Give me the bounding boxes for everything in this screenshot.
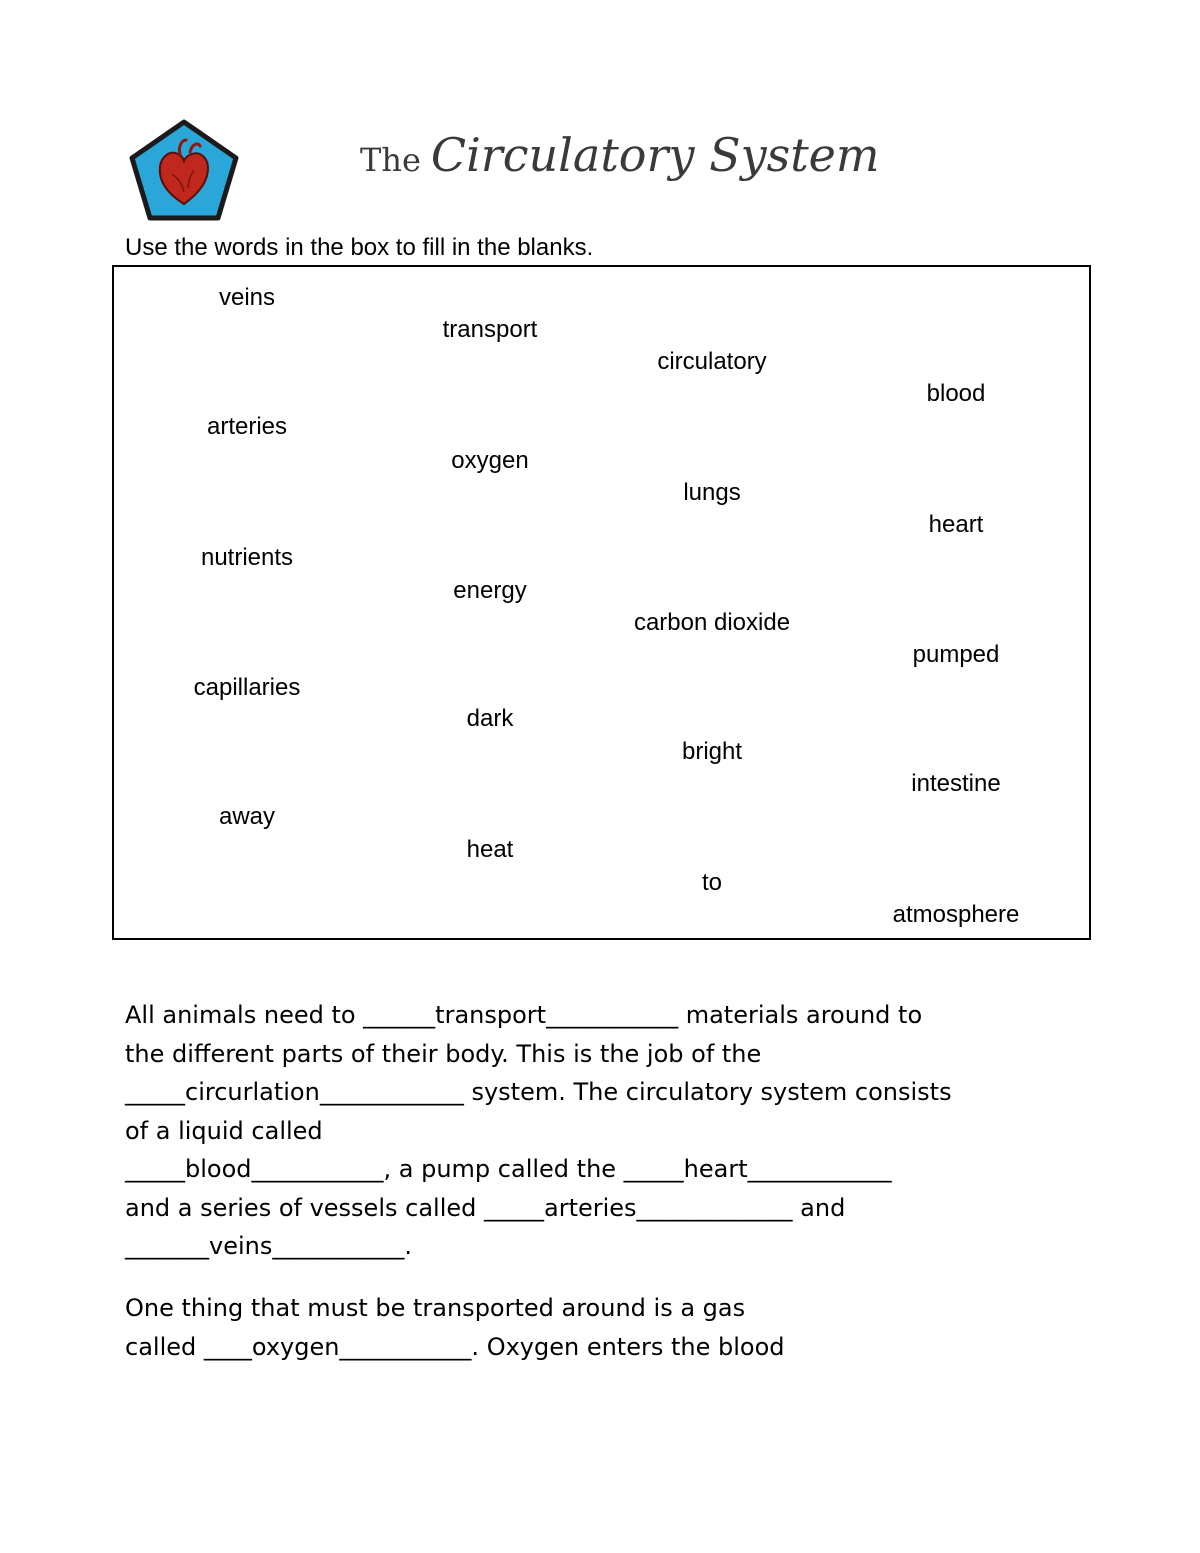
page-title (360, 128, 880, 182)
word-bank-item: carbon dioxide (633, 609, 791, 636)
title-main: Circulatory System (430, 128, 880, 182)
word-bank-item: nutrients (200, 544, 294, 571)
paragraph-line: One thing that must be transported around is a gas (125, 1294, 746, 1322)
word-bank-item: bright (681, 738, 743, 765)
word-bank-box (112, 265, 1091, 940)
word-bank-item: lungs (683, 479, 741, 506)
paragraph-line: All animals need to ______transport___________ materials around to (125, 1001, 923, 1029)
word-bank-item: pumped (912, 641, 1000, 668)
word-bank-item: circulatory (657, 348, 767, 375)
word-bank-item: arteries (206, 413, 288, 440)
title-prefix: The (360, 141, 421, 179)
word-bank-item: veins (218, 284, 276, 311)
paragraph-line: _____circurlation____________ system. The circulatory system consists (125, 1078, 952, 1106)
word-bank-item: away (218, 803, 276, 830)
word-bank-item: dark (466, 705, 514, 732)
heart-pentagon-logo (128, 118, 240, 222)
word-bank-item: transport (442, 316, 538, 343)
paragraph-line: called ____oxygen___________. Oxygen enters the blood (125, 1332, 785, 1361)
paragraph-line: and a series of vessels called _____arteries_____________ and (125, 1193, 846, 1222)
word-bank-item: capillaries (193, 674, 301, 701)
word-bank-item: blood (926, 380, 986, 407)
word-bank-item: to (701, 869, 723, 896)
fill-in-paragraph-2 (125, 1289, 1085, 1366)
word-bank-item: atmosphere (892, 901, 1020, 928)
paragraph-line: _______veins___________. (125, 1232, 412, 1260)
paragraph-line: of a liquid called (125, 1116, 323, 1145)
paragraph-line: the different parts of their body. This is the job of the (125, 1039, 762, 1068)
word-bank-item: energy (453, 577, 527, 604)
word-bank-item: intestine (911, 770, 1001, 797)
instructions-text: Use the words in the box to fill in the blanks. (125, 234, 594, 261)
paragraph-line: _____blood___________, a pump called the _____heart____________ (125, 1155, 892, 1183)
word-bank-item: heat (466, 836, 514, 863)
fill-in-paragraph-1 (125, 996, 1085, 1266)
word-bank-item: oxygen (451, 447, 529, 474)
word-bank-item: heart (928, 511, 984, 538)
